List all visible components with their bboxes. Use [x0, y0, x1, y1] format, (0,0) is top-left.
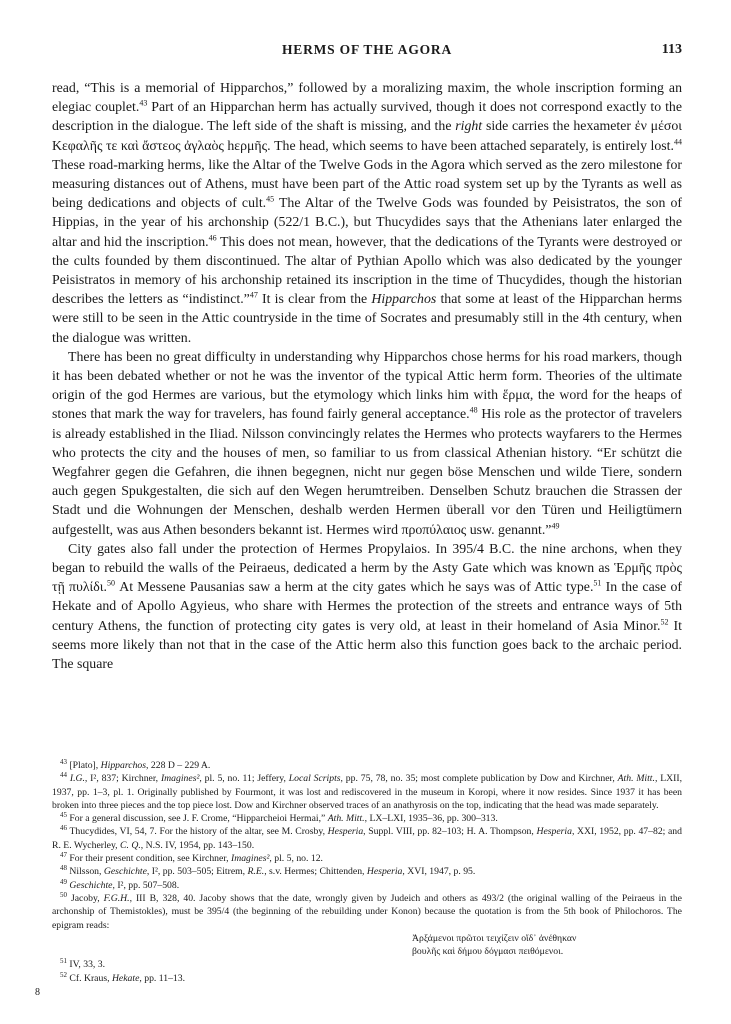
running-title: HERMS OF THE AGORA: [281, 42, 453, 57]
italic-text: Imagines²: [160, 773, 200, 785]
text-run: , XXI, 1952, pp. 47–82; and R. E. Wycherley,: [52, 826, 682, 851]
text-run: , N.S. IV, 1954, pp. 143–150.: [140, 839, 255, 851]
footnote-ref: 49: [60, 877, 67, 886]
body-paragraph: [52, 347, 682, 539]
text-run: In the case of Hekate and of Apollo Agyieus, who share with Hermes the protection of the streets and entrance ways of 5th century Athens, the function of protecting city gates is very old, at least in their homeland of Asia Minor.: [52, 579, 682, 633]
footnote: [52, 972, 682, 985]
footnote-ref: 51: [593, 578, 602, 588]
footnote-ref: 47: [60, 850, 67, 859]
italic-text: I.G.: [69, 773, 85, 785]
text-run: Cf. Kraus,: [67, 972, 112, 984]
footnote-ref: 47: [249, 290, 258, 300]
footnote-ref: 45: [266, 194, 275, 204]
running-header: [52, 42, 682, 62]
italic-text: C. Q.: [120, 839, 141, 851]
italic-text: Hesperia: [536, 826, 572, 838]
footnote: [52, 865, 682, 878]
text-run: It is clear from the: [257, 291, 372, 307]
italic-text: Imagines²: [230, 853, 270, 865]
text-run: For a general discussion, see J. F. Crome, “Hipparcheioi Hermai,”: [67, 813, 328, 825]
footnote-ref: 48: [469, 405, 478, 415]
text-run: , I², pp. 507–508.: [112, 879, 180, 891]
italic-text: R.E.: [247, 866, 265, 878]
footnote: [52, 772, 682, 812]
text-run: IV, 33, 3.: [67, 959, 106, 971]
text-run: These road-marking herms, like the Altar of the Twelve Gods in the Agora which served as the zero milestone for measuring distances out of Athens, must have been part of the Attic road system set up by the Tyrants as well as being dedications and objects of cult.: [52, 156, 682, 211]
footnote-ref: 46: [60, 824, 67, 833]
italic-text: Ath. Mitt.: [327, 813, 365, 825]
footnote: [52, 852, 682, 865]
text-run: , XVI, 1947, p. 95.: [402, 866, 476, 878]
text-run: City gates also fall under the protection of Hermes Propylaios. In 395/4 B.C. the nine archons, when they began to rebuild the walls of the Peiraeus, dedicated a herm by the Asty Gate which was known as Ἑρμῆς πρὸς τῇ πυλίδι.: [52, 540, 682, 595]
text-run: , Suppl. VIII, pp. 82–103; H. A. Thompson,: [363, 826, 537, 838]
text-run: , LX–LXI, 1935–36, pp. 300–313.: [364, 813, 498, 825]
text-run: Thucydides, VI, 54, 7. For the history of the altar, see M. Crosby,: [67, 826, 328, 838]
footnote-ref: 50: [107, 578, 115, 588]
text-run: read, “This is a memorial of Hipparchos,” followed by a moralizing maxim, the whole inscription forming an elegiac couplet.: [52, 80, 682, 115]
footnote-ref: 44: [60, 771, 67, 780]
footnote-ref: 48: [60, 864, 67, 873]
text-run: , pl. 5, no. 11; Jeffery,: [199, 773, 289, 785]
footnote-ref: 52: [60, 970, 67, 979]
text-run: [Plato],: [67, 760, 101, 771]
epigram-line: Ἀρξάμενοι πρῶτοι τειχίζειν οἵδ᾽ ἀνέθηκαν: [412, 932, 577, 944]
footnotes: [52, 759, 682, 985]
text-run: , 228 D – 229 A.: [146, 760, 211, 771]
text-run: Part of an Hipparchan herm has actually survived, though it does not correspond exactly to the description in the dialogue. The left side of the shaft is missing, and the: [52, 99, 682, 134]
footnote-ref: 51: [60, 957, 67, 966]
printer-signature-mark: 8: [35, 987, 40, 998]
footnote: [52, 879, 682, 892]
footnote: [52, 892, 682, 932]
page-number: 113: [661, 42, 682, 57]
footnote-ref: 52: [660, 617, 669, 627]
text-run: His role as the protector of travelers is already established in the Iliad. Nilsson convincingly relates the Hermes who protects wayfarers to the Hermes who protects the city and the houses of men, so familiar to us from classical Athenian history. “Er schützt die Wegfahrer gegen die Gefahren, die ihnen begegnen, nicht nur gegen böse Menschen und wilde Tiere, sondern auch gegen Spukgestalten, die sich auf den Wegen herumtreiben. Denselben Schutz brauchen die Strassen der Stadt und die Wohnungen der Menschen, deshalb werden Hermen überall vor den Türen und Heiligtümern aufgestellt, was aus Athen besonders bekannt ist. Hermes wird προπύλαιος usw. genannt.”: [52, 406, 682, 537]
text-run: The Altar of the Twelve Gods was founded by Peisistratos, the son of Hippias, in the year of his archonship (522/1 B.C.), but Thucydides says that the Athenians later enlarged the altar and hid the inscription.: [52, 195, 682, 249]
footnote: [52, 825, 682, 852]
italic-text: Hesperia: [366, 866, 403, 878]
text-run: At Messene Pausanias saw a herm at the city gates which he says was of Attic type.: [115, 579, 594, 595]
text-run: It seems more likely than not that in the case of the Attic herm also this function goes back to the archaic period. The square: [52, 617, 682, 672]
footnote-ref: 45: [60, 810, 67, 819]
text-run: , pp. 75, 78, no. 35; most complete publication by Dow and Kirchner,: [340, 773, 618, 785]
footnote: [52, 759, 682, 772]
footnote-ref: 49: [551, 521, 560, 531]
text-run: For their present condition, see Kirchner,: [67, 853, 231, 865]
italic-text: Hesperia: [327, 826, 364, 838]
footnote-ref: 43: [139, 98, 148, 108]
italic-text: Hipparchos: [371, 291, 437, 307]
italic-text: Hipparchos: [100, 760, 147, 771]
text-run: , pp. 11–13.: [139, 972, 186, 984]
italic-text: Geschichte: [69, 879, 113, 891]
text-run: , I², 837; Kirchner,: [84, 773, 161, 785]
footnote-ref: 44: [674, 137, 682, 146]
text-run: , III B, 328, 40. Jacoby shows that the date, wrongly given by Judeich and others as 493/2 (the original walling of the Peiraeus in the archonship of Themistokles), must be 395/4 (the beginning of the rebuilding under Konon) because the quotation is from the 5th book of Philochoros. The epigram reads:: [52, 892, 682, 931]
text-run: , s.v. Hermes; Chittenden,: [264, 866, 367, 878]
italic-text: Ath. Mitt.: [617, 773, 655, 785]
italic-text: F.G.H.: [103, 892, 130, 904]
footnote-ref: 50: [60, 890, 67, 899]
epigram-line: βουλῆς καὶ δήμου δόγμασι πειθόμενοι.: [412, 946, 564, 958]
text-run: , pl. 5, no. 12.: [269, 853, 323, 865]
text-run: Jacoby,: [67, 892, 104, 904]
footnote: [52, 812, 682, 825]
italic-text: Local Scripts: [288, 773, 341, 785]
text-run: side carries the hexameter ἐν μέσοι Κεφαλῆς τε καὶ ἄστεος ἀγλαὸς hερμῆς. The head, which seems to have been attached separately, is entirely lost.: [52, 118, 682, 153]
text-run: Nilsson,: [67, 866, 104, 878]
text-run: There has been no great difficulty in understanding why Hipparchos chose herms for his road markers, though it has been debated whether or not he was the inventor of the typical Attic herm form. Theories of the ultimate origin of the god Hermes are various, but the etymology which links him with ἕρμα, the word for the heaps of stones that mark the way for travelers, has found fairly general acceptance.: [52, 348, 682, 422]
body-paragraph: [52, 539, 682, 673]
footnote-ref: 43: [60, 757, 67, 766]
italic-text: Geschichte: [103, 866, 147, 878]
body-paragraph: [52, 78, 682, 347]
text-run: , LXII, 1937, pp. 1–3, pl. 1. Originally published by Fourmont, it was lost and rediscovered in the museum in Koropi, where it now resides. Since 1937 it has been broken into three pieces and the top piece lost. Dow and Kirchner observed traces of an anathyrosis on the top, indicating that the head was made separately.: [52, 773, 682, 811]
footnote-ref: 46: [208, 233, 217, 243]
text-run: that some at least of the Hipparchan herms were still to be seen in the Attic countryside in the time of Socrates and presumably still in the 4th century, when the dialogue was written.: [52, 291, 682, 345]
footnote: [52, 958, 682, 971]
body-text: [52, 78, 682, 673]
italic-text: right: [455, 118, 483, 134]
italic-text: Hekate: [111, 972, 140, 984]
text-run: This does not mean, however, that the dedications of the Tyrants were destroyed or the cults founded by them discontinued. The altar of Pythian Apollo which was also dedicated by the younger Peisistratos in memory of his archonship retained its inscription in the time of Thucydides, though the historian describes the letters as “indistinct.”: [52, 233, 683, 307]
text-run: , I², pp. 503–505; Eitrem,: [146, 866, 248, 878]
